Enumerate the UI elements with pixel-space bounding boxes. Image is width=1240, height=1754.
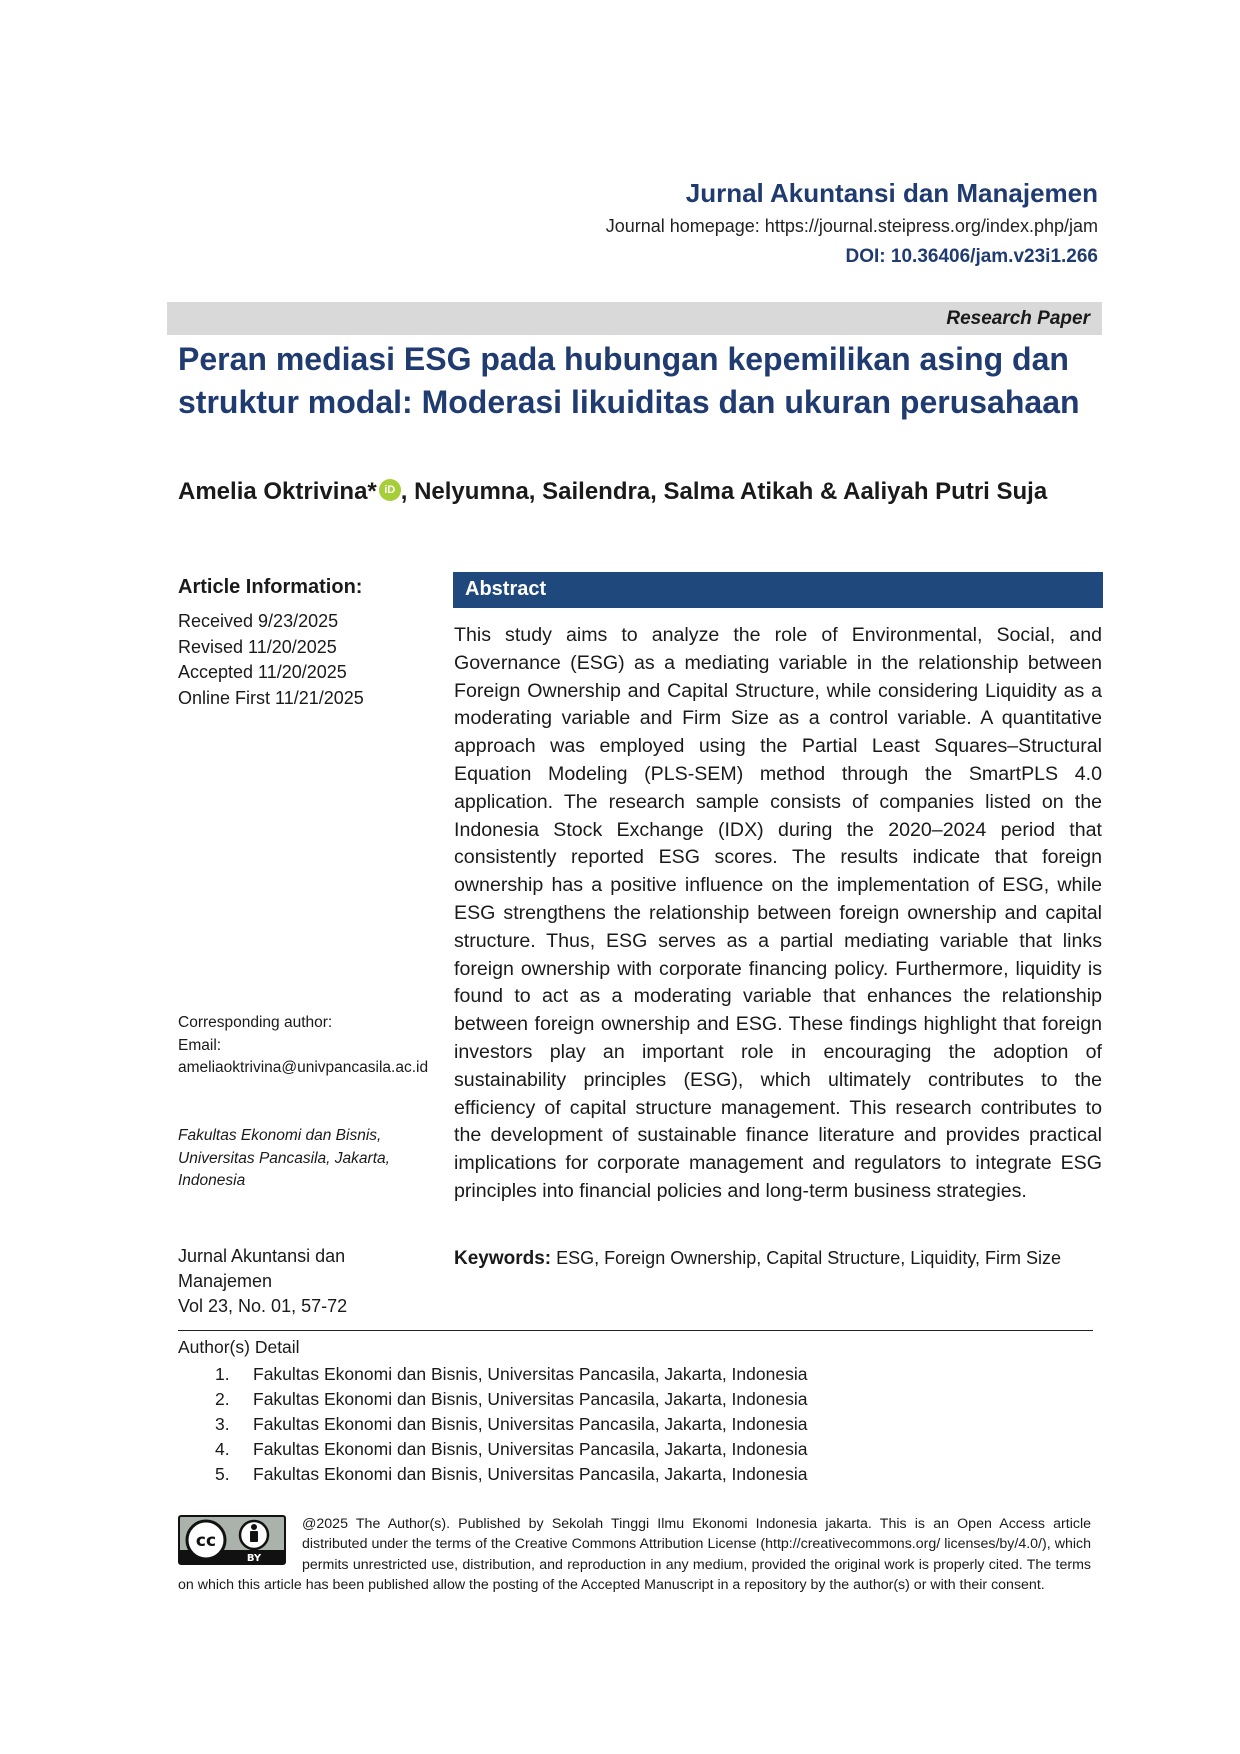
journal-name: Jurnal Akuntansi dan Manajemen <box>685 178 1098 208</box>
keywords-text: ESG, Foreign Ownership, Capital Structure, Liquidity, Firm Size <box>556 1248 1062 1268</box>
article-type-bar <box>167 302 1102 335</box>
article-info-heading: Article Information: <box>178 576 363 598</box>
author-list <box>178 478 1047 506</box>
received-date: Received 9/23/2025 <box>178 611 339 631</box>
email-label: Email: <box>178 1036 222 1054</box>
abstract-heading: Abstract <box>465 578 547 600</box>
journal-info-name: Jurnal Akuntansi dan Manajemen <box>178 1246 346 1291</box>
online-first-date: Online First 11/21/2025 <box>178 687 364 708</box>
corresponding-affiliation: Fakultas Ekonomi dan Bisnis, Universitas Pancasila, Jakarta, Indonesia <box>178 1127 390 1189</box>
license-block <box>178 1514 1091 1596</box>
email-address[interactable]: ameliaoktrivina@univpancasila.ac.id <box>178 1059 429 1076</box>
article-dates <box>178 609 364 711</box>
paper-title: Peran mediasi ESG pada hubungan kepemilikan asing dan struktur modal: Moderasi likuiditas dan ukuran perusahaan <box>178 341 1080 420</box>
author-detail-item: 3. Fakultas Ekonomi dan Bisnis, Universitas Pancasila, Jakarta, Indonesia <box>215 1414 808 1434</box>
section-divider <box>178 1330 1093 1331</box>
license-text: @2025 The Author(s). Published by Sekolah Tinggi Ilmu Ekonomi Indonesia jakarta. This is an Open Access article distributed under the terms of the Creative Commons Attribution License (http://creativecommons.org/ licenses/by/4.0/), which permits unrestricted use, distribution, and reproduction in any medium, provided the original work is properly cited. The terms on which this article has been published allow the posting of the Accepted Manuscript in a repository by the author(s) or with their consent. <box>178 1516 1091 1594</box>
svg-text:BY: BY <box>246 1553 262 1563</box>
cc-by-logo[interactable] <box>178 1515 286 1565</box>
article-type-label: Research Paper <box>946 308 1090 329</box>
keywords-label: Keywords: <box>454 1248 552 1269</box>
revised-date: Revised 11/20/2025 <box>178 636 337 657</box>
author-detail-item: 5. Fakultas Ekonomi dan Bisnis, Universitas Pancasila, Jakarta, Indonesia <box>215 1464 808 1484</box>
author-details-list <box>215 1362 807 1487</box>
svg-text:cc: cc <box>195 1531 217 1551</box>
journal-homepage[interactable]: Journal homepage: https://journal.steipress.org/index.php/jam <box>605 216 1098 236</box>
keywords <box>454 1248 1104 1270</box>
doi-link[interactable]: DOI: 10.36406/jam.v23i1.266 <box>845 246 1098 267</box>
corresponding-author <box>178 1012 443 1080</box>
author-detail-item: 1. Fakultas Ekonomi dan Bisnis, Universitas Pancasila, Jakarta, Indonesia <box>215 1364 808 1384</box>
corresponding-label: Corresponding author: <box>178 1014 333 1031</box>
journal-info-volume: Vol 23, No. 01, 57-72 <box>178 1296 348 1316</box>
orcid-icon[interactable]: iD <box>379 479 401 501</box>
abstract-text: This study aims to analyze the role of Environmental, Social, and Governance (ESG) as a mediating variable in the relationship between Foreign Ownership and Capital Structure, while considering Liquidity as a moderating variable and Firm Size as a control variable. A quantitative approach was employed using the Partial Least Squares–Structural Equation Modeling (PLS-SEM) method through the SmartPLS 4.0 application. The research sample consists of companies listed on the Indonesia Stock Exchange (IDX) during the 2020–2024 period that consistently reported ESG scores. The results indicate that foreign ownership has a positive influence on the implementation of ESG, while ESG strengthens the relationship between foreign ownership and capital structure. Thus, ESG serves as a partial mediating variable that links foreign ownership with corporate financing policy. Furthermore, liquidity is found to act as a moderating variable that enhances the relationship between foreign ownership and ESG. These findings highlight that foreign investors play an important role in encouraging the adoption of sustainability principles (ESG), which ultimately contributes to the efficiency of capital structure management. This research contributes to the development of sustainable finance literature and provides practical implications for corporate management and regulators to integrate ESG principles into financial policies and long-term business strategies. <box>454 624 1102 1202</box>
author-detail-item: 4. Fakultas Ekonomi dan Bisnis, Universitas Pancasila, Jakarta, Indonesia <box>215 1439 808 1459</box>
accepted-date: Accepted 11/20/2025 <box>178 662 347 682</box>
journal-volume-info <box>178 1244 428 1319</box>
author-details-heading: Author(s) Detail <box>178 1337 300 1357</box>
abstract-header-bar <box>453 572 1103 608</box>
author-detail-item: 2. Fakultas Ekonomi dan Bisnis, Universitas Pancasila, Jakarta, Indonesia <box>215 1389 808 1409</box>
other-authors: , Nelyumna, Sailendra, Salma Atikah & Aaliyah Putri Suja <box>400 478 1048 505</box>
first-author: Amelia Oktrivina* <box>178 478 377 505</box>
